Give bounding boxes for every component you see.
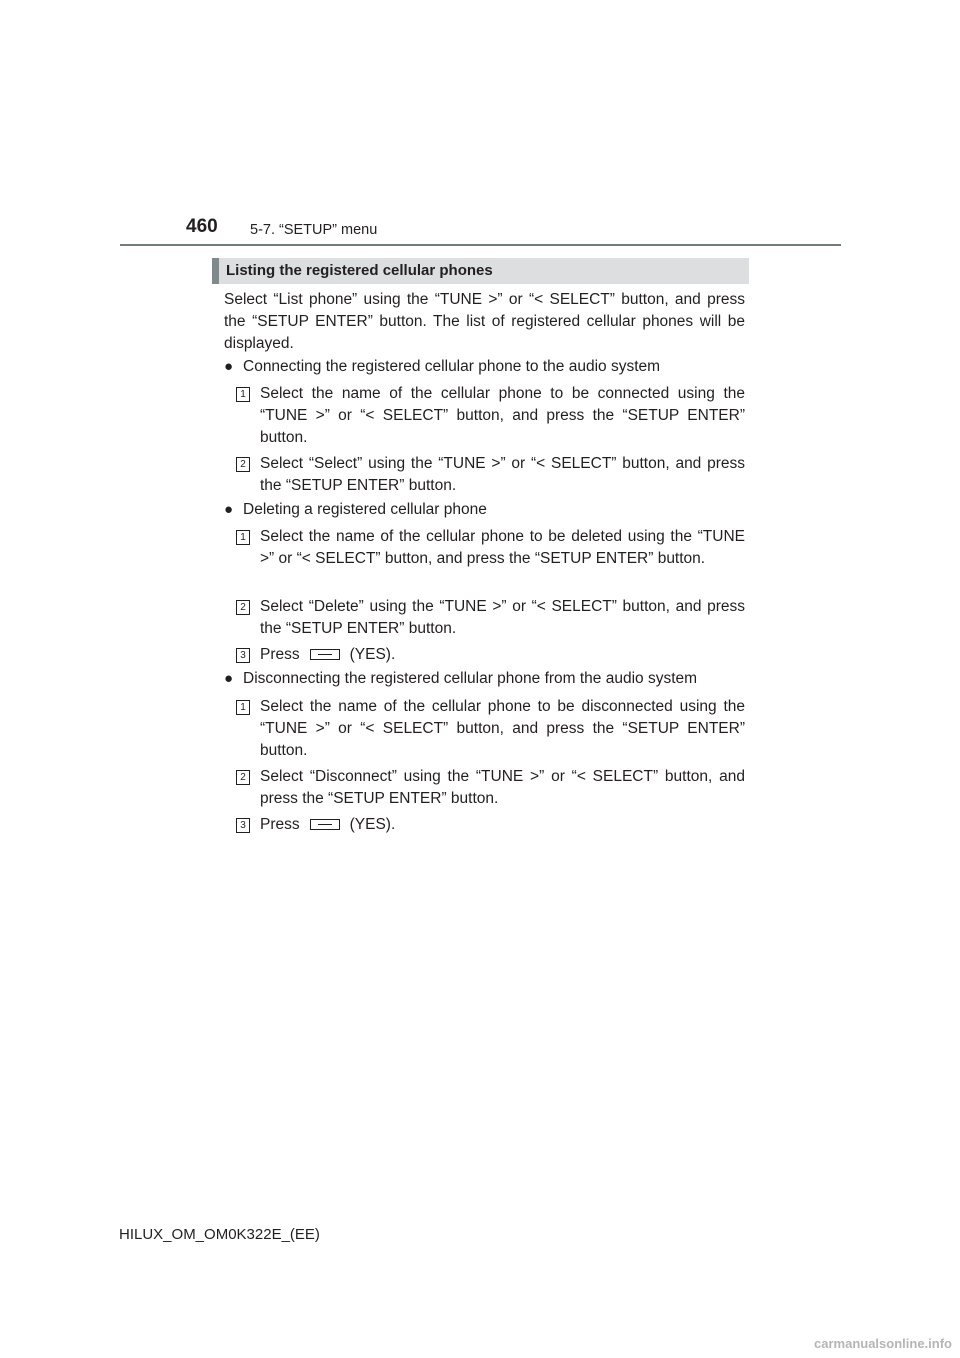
step-text: Select “Delete” using the “TUNE >” or “< SELECT” button, and press the “SETUP ENTER” button. (260, 598, 745, 637)
step-number-box: 2 (236, 600, 250, 615)
bullet-text: Connecting the registered cellular phone to the audio system (243, 358, 661, 375)
page-number: 460 (186, 216, 218, 237)
step-number-box: 1 (236, 530, 250, 545)
yes-label: (YES). (349, 646, 396, 663)
intro-paragraph: Select “List phone” using the “TUNE >” or “< SELECT” button, and press the “SETUP ENTER” button. The list of registered cellular phones will be displayed. (224, 291, 745, 352)
step-text: Select “Disconnect” using the “TUNE >” or “< SELECT” button, and press the “SETUP ENTER” button. (260, 768, 745, 807)
step-text: Select the name of the cellular phone to be deleted using the “TUNE >” or “< SELECT” button, and press the “SETUP ENTER” button. (260, 528, 745, 567)
step-number-box: 3 (236, 818, 250, 833)
bullet-text: Disconnecting the registered cellular phone from the audio system (243, 670, 698, 687)
subheading-text: Listing the registered cellular phones (226, 262, 493, 279)
step-text: Select the name of the cellular phone to be disconnected using the “TUNE >” or “< SELECT” button, and press the “SETUP ENTER” button. (260, 698, 745, 759)
yes-key-icon (310, 819, 340, 830)
section-title: 5-7. “SETUP” menu (250, 222, 378, 238)
yes-label: (YES). (349, 816, 396, 833)
watermark[interactable]: carmanualsonline.info (814, 1336, 952, 1351)
step-text: Select the name of the cellular phone to be connected using the “TUNE >” or “< SELECT” button, and press the “SETUP ENTER” button. (260, 385, 745, 446)
step-number-box: 2 (236, 457, 250, 472)
footer-doc-id: HILUX_OM_OM0K322E_(EE) (119, 1226, 320, 1243)
step-number-box: 1 (236, 387, 250, 402)
step-number-box: 3 (236, 648, 250, 663)
bullet-deleting (224, 499, 745, 521)
press-label: Press (260, 646, 300, 663)
step-number-box: 1 (236, 700, 250, 715)
bullet-dot: ● (224, 501, 234, 518)
header-rule (120, 244, 841, 246)
step-press-yes (260, 644, 745, 666)
step-text: Select “Select” using the “TUNE >” or “< SELECT” button, and press the “SETUP ENTER” button. (260, 455, 745, 494)
subheading-bar (212, 258, 749, 284)
bullet-text: Deleting a registered cellular phone (243, 501, 487, 518)
bullet-connecting (224, 356, 745, 378)
bullet-dot: ● (224, 358, 234, 375)
press-label: Press (260, 816, 300, 833)
bullet-disconnecting (224, 668, 745, 690)
step-number-box: 2 (236, 770, 250, 785)
bullet-dot: ● (224, 670, 234, 687)
yes-key-icon (310, 649, 340, 660)
step-press-yes (260, 814, 745, 836)
